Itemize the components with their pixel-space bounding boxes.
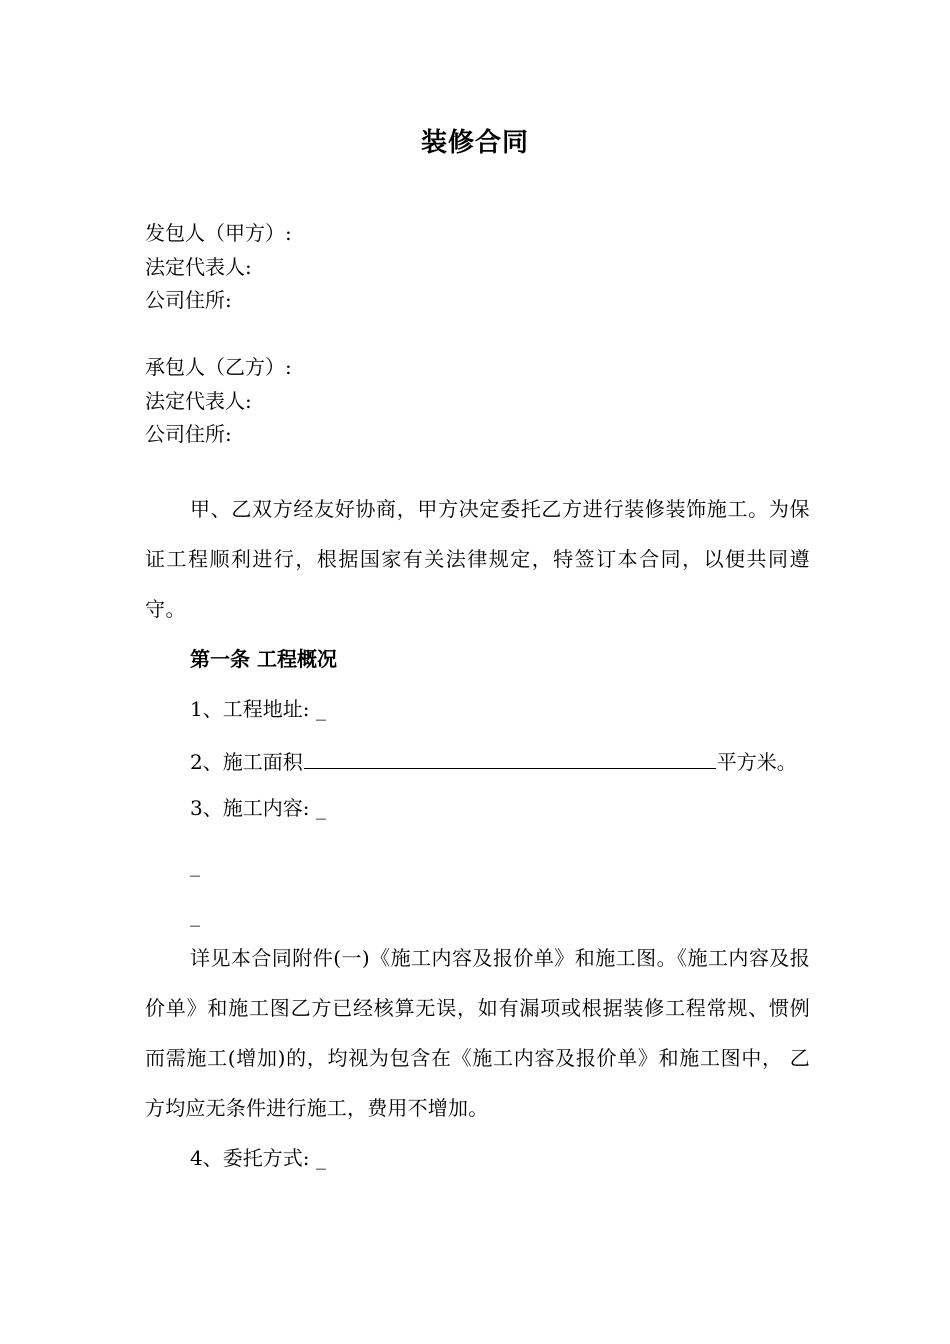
item-2-suffix: 平方米。 xyxy=(716,750,797,774)
article-1-heading: 第一条 工程概况 xyxy=(190,647,337,671)
party-b-address: 公司住所: xyxy=(145,422,232,446)
party-a-label: 发包人（甲方）: xyxy=(145,221,292,245)
item-3-content: 3、施工内容: _ xyxy=(190,796,326,820)
item-1-address: 1、工程地址: _ xyxy=(190,697,326,721)
blank-line: _ xyxy=(190,853,200,877)
intro-paragraph: 甲、乙双方经友好协商，甲方决定委托乙方进行装修装饰施工。为保证工程顺利进行，根据国家有关法律规定，特签订本合同，以便共同遵守。 xyxy=(145,497,810,621)
area-blank-underline xyxy=(304,746,716,769)
party-a-representative: 法定代表人: xyxy=(145,255,252,279)
detail-paragraph: 详见本合同附件(一)《施工内容及报价单》和施工图。《施工内容及报价单》和施工图乙方已经核算无误，如有漏项或根据装修工程常规、惯例而需施工(增加)的，均视为包含在《施工内容及报价单》和施工图中， 乙方均应无条件进行施工，费用不增加。 xyxy=(145,946,810,1120)
document-title: 装修合同 xyxy=(420,128,529,158)
item-4-entrust: 4、委托方式: _ xyxy=(190,1146,326,1170)
item-2-area xyxy=(190,746,797,774)
party-b-label: 承包人（乙方）: xyxy=(145,355,292,379)
party-a-address: 公司住所: xyxy=(145,288,232,312)
blank-line: _ xyxy=(190,903,200,927)
party-b-representative: 法定代表人: xyxy=(145,389,252,413)
item-2-prefix: 2、施工面积 xyxy=(190,750,303,774)
